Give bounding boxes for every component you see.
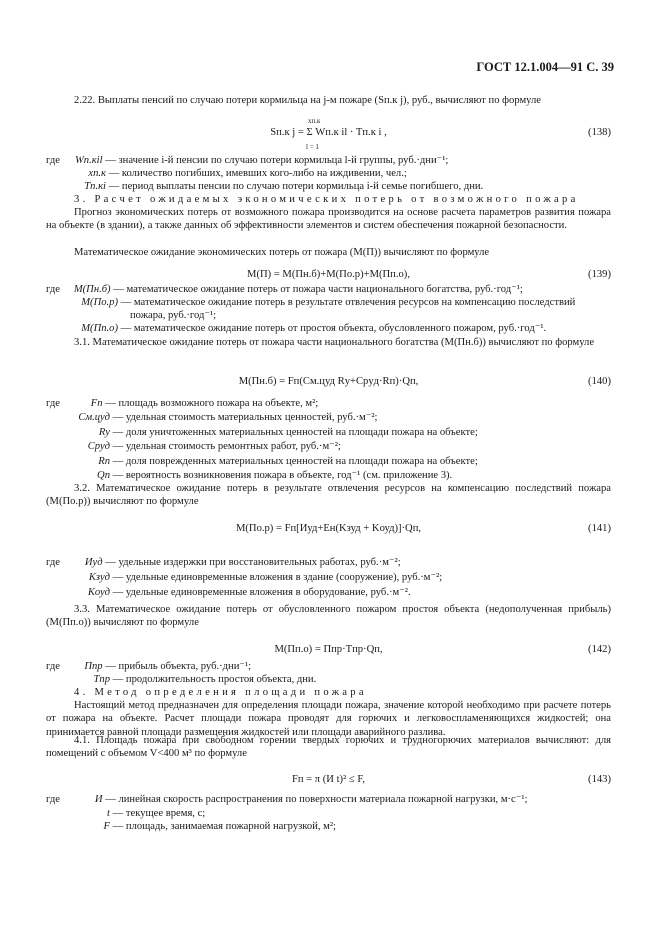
definition-row: M(По.р) — математическое ожидание потерь в результате отвлечения ресурсов на компенсацию последствий [81,297,576,308]
paragraph-2-22: 2.22. Выплаты пенсий по случаю потери кормильца на j-м пожаре (Sп.к j), руб., вычисляют по формуле [74,95,541,106]
paragraph-3-2: 3.2. Математическое ожидание потерь в результате отвлечения ресурсов на компенсацию последствий пожара (M(По.р)) вычисляют по формуле [46,483,611,508]
paragraph-3-1: 3.1. Математическое ожидание потерь от пожара части национального богатства (M(Пн.б)) вычисляют по формуле [74,337,595,348]
formula-143 [46,773,611,787]
definition-row: где Wп.кil — значение i-й пенсии по случаю потери кормильца l-й группы, руб.·дни⁻¹; [46,155,449,166]
formula-139-expression: M(П) = M(Пн.б)+M(По.р)+M(Пп.о), [247,269,410,280]
formula-139 [46,268,611,282]
formula-140-expression: M(Пн.б) = Fп(Cм.цуд Rу+Cрyд·Rп)·Qп, [238,376,419,387]
definition-row: где Fп — площадь возможного пожара на объекте, м²; [46,398,319,409]
definition-row: Cм.цуд — удельная стоимость материальных ценностей, руб.·м⁻²; [78,412,378,423]
formula-139-number: (139) [588,269,611,280]
page-header: ГОСТ 12.1.004—91 С. 39 [476,60,614,74]
paragraph-3-intro: Прогноз экономических потерь от возможного пожара производится на основе расчета параметров развития пожара на объекте (в здании), а также данных об эффективности элементов и систем обеспечения пожарной безопасности. [46,207,611,232]
definition-row: Kзуд — удельные единовременные вложения в здание (сооружение), руб.·м⁻²; [88,572,443,583]
definition-row: где Иуд — удельные издержки при восстановительных работах, руб.·м⁻²; [46,557,401,568]
definition-row: где Ппр — прибыль объекта, руб.·дни⁻¹; [46,661,252,672]
definition-row: Kоуд — удельные единовременные вложения в оборудование, руб.·м⁻². [87,587,411,598]
formula-141 [46,522,611,536]
formula-143-number: (143) [588,774,611,785]
formula-140-number: (140) [588,376,611,387]
paragraph-4-1: 4.1. Площадь пожара при свободном горении твердых горючих и трудногорючих материалов вычисляют: для помещений с объемом V<400 м³ по формуле [46,735,611,760]
paragraph-3-3: 3.3. Математическое ожидание потерь от обусловленного пожаром простоя объекта (недополученная прибыль) (M(Пп.о)) вычисляют по формуле [46,604,611,629]
definition-row: Rу — доля уничтоженных материальных ценностей на площади пожара на объекте; [98,427,478,438]
definition-row: Cруд — удельная стоимость ремонтных работ, руб.·м⁻²; [87,441,341,452]
definition-row: Rп — доля поврежденных материальных ценностей на площади пожара на объекте; [98,456,478,467]
definition-row: где И — линейная скорость распространения по поверхности материала пожарной нагрузки, м·с⁻¹; [46,794,528,805]
formula-138 [46,117,611,151]
definition-row: Tпр — продолжительность простоя объекта, дни. [93,674,317,685]
paragraph-3-math: Математическое ожидание экономических потерь от пожара (M(П)) вычисляют по формуле [74,247,490,258]
section-heading-4: 4. Метод определения площади пожара [74,687,367,698]
definition-row: где M(Пн.б) — математическое ожидание потерь от пожара части национального богатства, руб.·год⁻¹; [46,284,523,295]
definition-row: пожара, руб.·год⁻¹; [130,310,217,321]
definition-row: F — площадь, занимаемая пожарной нагрузкой, м²; [103,821,336,832]
section-heading-3: 3. Расчет ожидаемых экономических потерь от возможного пожара [74,194,579,205]
formula-138-number: (138) [588,127,611,138]
formula-141-number: (141) [588,523,611,534]
formula-138-top-limit: xп.к [308,117,321,125]
formula-140 [46,375,611,389]
formula-143-expression: Fп = π (И t)² ≤ F, [291,774,366,785]
definition-row: Tп.кi — период выплаты пенсии по случаю потери кормильца i-й семье погибшего, дни. [84,181,484,192]
formula-142 [46,643,611,657]
definition-row: t — текущее время, с; [107,808,206,819]
formula-141-expression: M(По.р) = Fп[Иуд+Eн(Kзуд + Kоуд)]·Qп, [235,523,422,534]
definition-row: M(Пп.о) — математическое ожидание потерь от простоя объекта, обусловленного пожаром, руб.·год⁻¹. [81,323,547,334]
paragraph-4-intro: Настоящий метод предназначен для определения площади пожара, значение которой необходимо при расчете потерь от пожара на объекте. Расчет площади пожара проводят для горючих и легковоспламеняющихся жидкостей; она принимается равной площади размещения жидкостей или площади аварийного разлива. [46,700,611,738]
definition-row: xп.к — количество погибших, имевших кого-либо на иждивении, чел.; [88,168,407,179]
formula-138-expression: Sп.к j = Σ Wп.к il · Tп.к i , [270,127,387,138]
formula-142-expression: M(Пп.о) = Ппр·Tпр·Qп, [274,644,383,655]
formula-138-bottom-limit: l = 1 [306,143,319,151]
definition-row: Qп — вероятность возникновения пожара в объекте, год⁻¹ (см. приложение 3). [97,470,453,481]
formula-142-number: (142) [588,644,611,655]
